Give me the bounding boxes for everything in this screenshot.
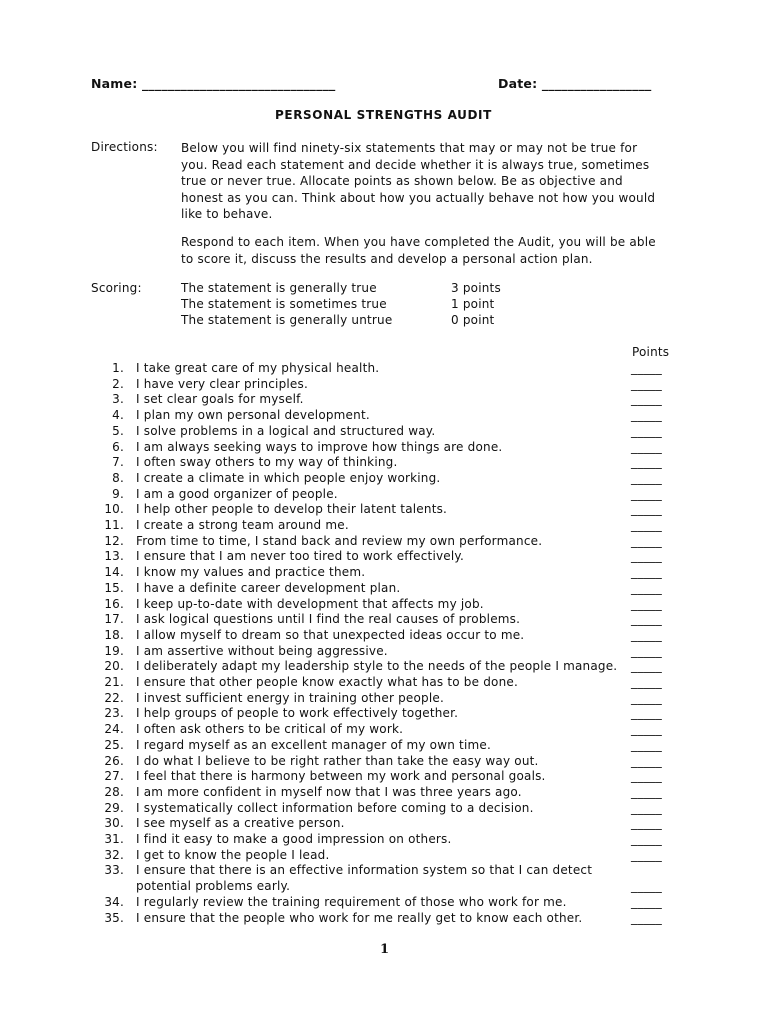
statement-item: [0, 517, 768, 533]
statement-number: 34.: [104, 894, 124, 909]
statement-text: I ensure that other people know exactly what has to be done.: [136, 675, 518, 689]
statement-number: 31.: [104, 832, 124, 846]
statement-number: 17.: [104, 612, 124, 627]
scoring-statement: The statement is generally untrue: [181, 313, 393, 327]
statement-text: I deliberately adapt my leadership style to the needs of the people I manage.: [136, 659, 618, 674]
directions-text: [181, 140, 681, 223]
points-blank[interactable]: _____: [631, 376, 662, 391]
points-blank[interactable]: _____: [631, 392, 662, 407]
directions-line: like to behave.: [181, 207, 273, 222]
statement-text: I am assertive without being aggressive.: [136, 643, 388, 658]
statement-number: 25.: [104, 737, 124, 752]
statement-number: 20.: [104, 659, 124, 674]
date-label: Date:: [498, 76, 538, 91]
statement-item: [0, 705, 768, 721]
statement-number: 27.: [104, 769, 124, 784]
points-column-header: Points: [632, 345, 670, 359]
statement-text: I have a definite career development plan.: [136, 580, 401, 595]
statement-number: 2.: [112, 376, 124, 391]
scoring-points: 0 point: [451, 313, 495, 327]
statement-text: I see myself as a creative person.: [136, 816, 345, 831]
statement-text-continued: potential problems early.: [136, 879, 291, 894]
scoring-points: 3 points: [451, 281, 501, 295]
points-blank[interactable]: _____: [631, 706, 662, 721]
scoring-statement: The statement is sometimes true: [181, 297, 387, 311]
statement-item: [0, 533, 768, 549]
directions-line: Respond to each item. When you have completed the Audit, you will be able: [181, 235, 656, 249]
points-blank[interactable]: _____: [631, 470, 662, 485]
statement-number: 9.: [112, 486, 124, 501]
statement-item: [0, 674, 768, 690]
statement-item: [0, 376, 768, 392]
statement-text: I ensure that the people who work for me really get to know each other.: [136, 910, 583, 925]
statement-item: [0, 643, 768, 659]
page-title: PERSONAL STRENGTHS AUDIT: [275, 108, 492, 122]
statement-item: [0, 548, 768, 564]
points-blank[interactable]: _____: [631, 612, 662, 627]
statement-number: 19.: [104, 643, 124, 658]
points-blank[interactable]: _____: [631, 627, 662, 642]
points-blank[interactable]: _____: [631, 455, 662, 470]
statement-item: [0, 596, 768, 612]
statement-number: 30.: [104, 816, 124, 831]
statement-item: [0, 737, 768, 753]
page-number: 1: [380, 942, 390, 957]
statement-text: I take great care of my physical health.: [136, 361, 380, 375]
directions-line: to score it, discuss the results and develop a personal action plan.: [181, 251, 593, 266]
statement-item: [0, 910, 768, 926]
points-blank[interactable]: _____: [631, 533, 662, 548]
statement-number: 3.: [112, 392, 124, 407]
points-blank[interactable]: _____: [631, 408, 662, 423]
statement-text: I set clear goals for myself.: [136, 392, 304, 407]
statement-number: 29.: [104, 800, 124, 815]
points-blank[interactable]: _____: [631, 737, 662, 752]
statement-number: 10.: [104, 502, 124, 517]
statement-item: [0, 470, 768, 486]
statement-number: 7.: [112, 455, 124, 470]
points-blank[interactable]: _____: [631, 565, 662, 580]
statement-item: [0, 407, 768, 423]
statement-item: [0, 439, 768, 455]
statement-item: [0, 831, 768, 847]
statement-text: I solve problems in a logical and structured way.: [136, 423, 436, 438]
statement-item: [0, 501, 768, 517]
statement-item: [0, 753, 768, 769]
statement-text: From time to time, I stand back and review my own performance.: [136, 533, 543, 548]
statement-item: [0, 862, 768, 894]
statement-item: [0, 564, 768, 580]
points-blank[interactable]: _____: [631, 769, 662, 784]
statement-number: 15.: [104, 580, 124, 595]
statement-item: [0, 611, 768, 627]
date-blank-line[interactable]: _________________: [541, 76, 652, 91]
points-blank[interactable]: _____: [631, 722, 662, 737]
statement-number: 16.: [104, 596, 124, 611]
statement-text: I create a strong team around me.: [136, 518, 349, 532]
directions-text-2: [181, 234, 681, 267]
name-label: Name:: [91, 76, 138, 91]
statement-item: [0, 894, 768, 910]
statement-text: I keep up-to-date with development that affects my job.: [136, 596, 484, 611]
statement-text: I often ask others to be critical of my work.: [136, 722, 404, 737]
statement-item: [0, 690, 768, 706]
statement-item: [0, 627, 768, 643]
statement-number: 24.: [104, 722, 124, 737]
scoring-statement: The statement is generally true: [181, 281, 377, 295]
points-blank[interactable]: _____: [631, 361, 662, 375]
points-blank[interactable]: _____: [631, 784, 662, 799]
statement-text: I get to know the people I lead.: [136, 847, 330, 862]
points-blank[interactable]: _____: [631, 675, 662, 689]
points-blank[interactable]: _____: [631, 879, 662, 894]
statement-text: I ask logical questions until I find the real causes of problems.: [136, 612, 521, 627]
statement-item: [0, 423, 768, 439]
statement-item: [0, 360, 768, 376]
name-blank-line[interactable]: ______________________________: [141, 76, 336, 91]
statement-text: I ensure that I am never too tired to work effectively.: [136, 549, 464, 564]
statement-text: I ensure that there is an effective information system so that I can detect: [136, 863, 593, 878]
statement-item: [0, 768, 768, 784]
points-blank[interactable]: _____: [631, 847, 662, 862]
statement-item: [0, 847, 768, 863]
statement-text: I systematically collect information before coming to a decision.: [136, 800, 534, 815]
statement-number: 32.: [104, 847, 124, 862]
statement-number: 21.: [104, 675, 124, 689]
points-blank[interactable]: _____: [631, 518, 662, 532]
statement-item: [0, 391, 768, 407]
points-blank[interactable]: _____: [631, 800, 662, 815]
statement-number: 23.: [104, 706, 124, 721]
statement-text: I regularly review the training requirement of those who work for me.: [136, 894, 567, 909]
points-blank[interactable]: _____: [631, 894, 662, 909]
points-blank[interactable]: _____: [631, 753, 662, 768]
statement-number: 1.: [112, 361, 124, 375]
points-blank[interactable]: _____: [631, 502, 662, 517]
points-blank[interactable]: _____: [631, 643, 662, 658]
statement-item: [0, 454, 768, 470]
scoring-label: Scoring:: [91, 281, 142, 295]
statement-text: I often sway others to my way of thinking.: [136, 455, 398, 470]
statement-number: 11.: [104, 518, 124, 532]
statement-item: [0, 580, 768, 596]
statement-number: 13.: [104, 549, 124, 564]
statement-text: I help other people to develop their latent talents.: [136, 502, 448, 517]
statement-text: I create a climate in which people enjoy working.: [136, 470, 441, 485]
statement-item: [0, 486, 768, 502]
statement-text: I feel that there is harmony between my work and personal goals.: [136, 769, 546, 784]
directions-line: honest as you can. Think about how you actually behave not how you would: [181, 190, 656, 205]
statement-text: I do what I believe to be right rather than take the easy way out.: [136, 753, 539, 768]
statement-number: 8.: [112, 470, 124, 485]
statement-number: 12.: [104, 533, 124, 548]
statement-item: [0, 815, 768, 831]
statement-number: 35.: [104, 910, 124, 925]
statement-item: [0, 721, 768, 737]
statement-text: I regard myself as an excellent manager of my own time.: [136, 737, 491, 752]
directions-line: true or never true. Allocate points as shown below. Be as objective and: [181, 174, 623, 189]
scoring-points: 1 point: [451, 297, 495, 311]
directions-line: you. Read each statement and decide whether it is always true, sometimes: [181, 157, 650, 172]
directions-line: Below you will find ninety-six statements that may or may not be true for: [181, 141, 638, 155]
statement-item: [0, 784, 768, 800]
statement-number: 18.: [104, 627, 124, 642]
points-blank[interactable]: _____: [631, 816, 662, 831]
statement-number: 26.: [104, 753, 124, 768]
points-blank[interactable]: _____: [631, 439, 662, 454]
points-blank[interactable]: _____: [631, 486, 662, 501]
statement-number: 5.: [112, 423, 124, 438]
points-blank[interactable]: _____: [631, 690, 662, 705]
points-blank[interactable]: _____: [631, 596, 662, 611]
statement-number: 22.: [104, 690, 124, 705]
statement-number: 33.: [104, 863, 124, 878]
points-blank[interactable]: _____: [631, 423, 662, 438]
statement-text: I plan my own personal development.: [136, 408, 370, 423]
statement-text: I help groups of people to work effectively together.: [136, 706, 459, 721]
points-blank[interactable]: _____: [631, 832, 662, 846]
statement-text: I am always seeking ways to improve how things are done.: [136, 439, 503, 454]
statement-text: I invest sufficient energy in training other people.: [136, 690, 444, 705]
statement-number: 14.: [104, 565, 124, 580]
statement-text: I have very clear principles.: [136, 376, 308, 391]
points-blank[interactable]: _____: [631, 580, 662, 595]
statement-text: I am a good organizer of people.: [136, 486, 338, 501]
name-field[interactable]: [91, 76, 335, 91]
date-field[interactable]: [498, 76, 651, 91]
points-blank[interactable]: _____: [631, 910, 662, 925]
statement-number: 6.: [112, 439, 124, 454]
statement-item: [0, 658, 768, 674]
statement-number: 28.: [104, 784, 124, 799]
statement-text: I allow myself to dream so that unexpected ideas occur to me.: [136, 627, 525, 642]
statement-text: I know my values and practice them.: [136, 565, 366, 580]
statement-item: [0, 800, 768, 816]
points-blank[interactable]: _____: [631, 549, 662, 564]
directions-label: Directions:: [91, 140, 158, 154]
statement-text: I find it easy to make a good impression on others.: [136, 832, 452, 846]
statement-number: 4.: [112, 408, 124, 423]
points-blank[interactable]: _____: [631, 659, 662, 674]
statement-text: I am more confident in myself now that I was three years ago.: [136, 784, 522, 799]
